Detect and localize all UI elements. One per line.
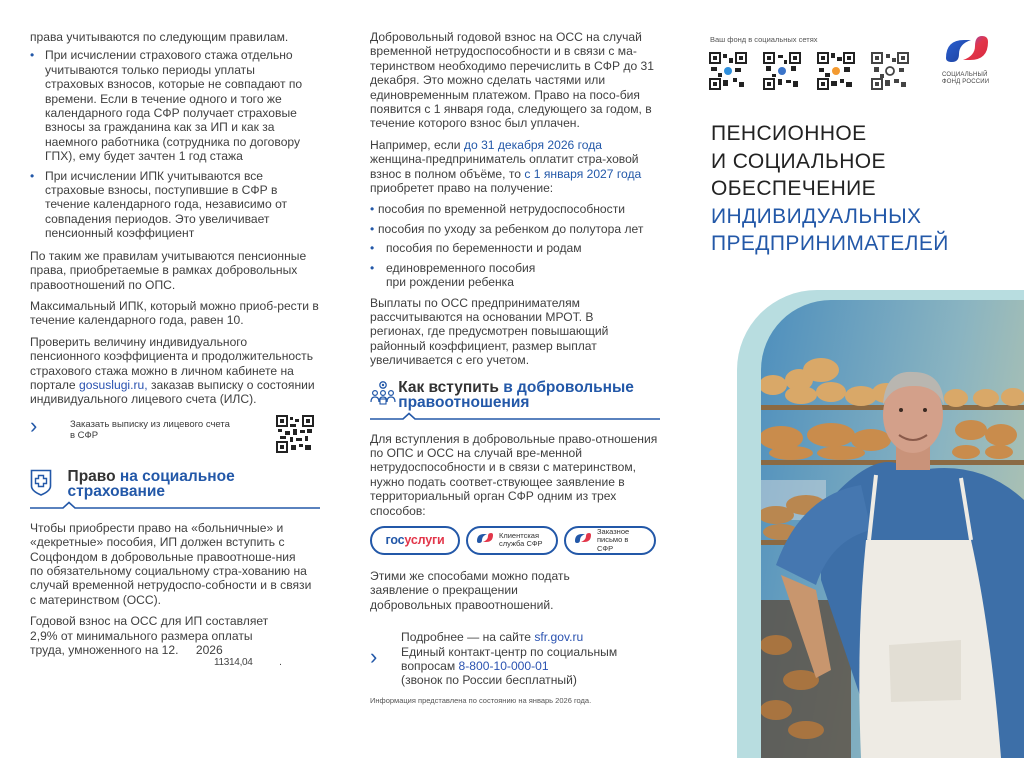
amount-value: 11314,04	[214, 657, 253, 669]
section-header-how-to-join	[370, 380, 660, 420]
application-methods	[370, 526, 660, 555]
social-label: Ваш фонд в социальных сетях	[710, 35, 818, 44]
baker-illustration	[761, 300, 1024, 758]
order-statement-cta[interactable]	[30, 412, 320, 457]
gosuslugi-link[interactable]: gosuslugi.ru,	[79, 377, 148, 392]
baker-photo	[761, 300, 1024, 758]
registered-letter-button[interactable]: Заказное письмо в СФР	[564, 526, 656, 555]
paragraph: Добровольный годовой взнос на ОСС на случай временной нетрудоспособности и в связи с ма-теринством необходимо перечислить в СФР до 31 декабря. Это можно сделать частями или единовременным платежом. Право на посо-бия появится с 1 января года, следующего за годом, в течение которого взнос был уплачен.	[370, 30, 654, 131]
cta-label: Заказать выписку из лицевого счета в СФР	[70, 418, 230, 442]
list-item: • пособия по временной нетрудоспособности	[370, 202, 660, 216]
people-gear-icon	[370, 380, 398, 414]
list-item: • При исчислении страхового стажа отдельно учитываются только периоды уплаты страховых взносов, которые не совпадают по времени. Если в течение одного и того же календарного года СФР получает страховые взносы за гражданина как за ИП и как за наемного работника (сотрудника по договору ГПХ), ему будет зачтен 1 год стажа	[30, 48, 320, 163]
paragraph: Проверить величину индивидуального пенсионного коэффициента и продолжительность страхового стажа можно в личном кабинете на портале gosuslugi.ru, заказав выписку о состоянии индивидуального лицевого счета (ИЛС).	[30, 334, 315, 407]
cover-title: ПЕНСИОННОЕ И СОЦИАЛЬНОЕ ОБЕСПЕЧЕНИЕ ИНДИВИДУАЛЬНЫХ ПРЕДПРИНИМАТЕЛЕЙ	[711, 122, 949, 255]
cover-photo-frame	[737, 290, 1024, 758]
paragraph: Годовой взнос на ОСС для ИП составляет 2,9% от минимального размера оплаты труда, умноженного на 12. 2026	[30, 614, 269, 657]
paragraph: Максимальный ИПК, который можно приоб-рести в течение календарного года, равен 10.	[30, 298, 319, 328]
list-item: • При исчислении ИПК учитываются все страховые взносы, поступившие в СФР в течение календарного года, независимо от совпадения периодов. Это увеличивает пенсионный коэффициент	[30, 169, 320, 241]
max-qr-icon[interactable]	[871, 52, 909, 90]
paragraph: Этими же способами можно подать заявление о прекращении добровольных правоотношений.	[370, 568, 570, 612]
footnote: Информация представлена по состоянию на январь 2026 года.	[370, 695, 592, 705]
amount-line: 11314,04 .	[214, 657, 282, 669]
shield-plus-icon	[30, 469, 68, 503]
telegram-qr-icon[interactable]	[709, 52, 747, 90]
vk-qr-icon[interactable]	[763, 52, 801, 90]
paragraph: Например, если до 31 декабря 2026 года женщина-предприниматель оплатит стра-ховой взнос в полном объёме, то с 1 января 2027 года приобретет право на получение:	[370, 137, 642, 196]
phone-link[interactable]: 8-800-10-000-01	[458, 659, 549, 673]
sfr-logo-icon	[944, 32, 990, 68]
list-item: • единовременного пособия при рождении ребенка	[370, 261, 660, 290]
sfr-site-link[interactable]: sfr.gov.ru	[534, 630, 584, 645]
ok-qr-icon[interactable]	[817, 52, 855, 90]
chevron-right-icon: ›	[30, 412, 38, 438]
client-service-button[interactable]: Клиентская служба СФР	[466, 526, 558, 555]
sfr-logo: СОЦИАЛЬНЫЙ ФОНД РОССИИ	[942, 32, 1002, 86]
intro-text: права учитываются по следующим правилам.	[30, 30, 289, 44]
gosuslugi-button[interactable]: гос услуги	[370, 526, 460, 555]
chevron-right-icon: ›	[370, 644, 378, 670]
section-divider	[30, 501, 320, 509]
list-item: • пособия по беременности и родам	[370, 241, 660, 255]
column-middle	[370, 0, 660, 706]
rules-list	[30, 48, 320, 240]
sfr-logo-icon	[476, 531, 494, 550]
social-qr-row	[709, 52, 909, 90]
column-left	[30, 0, 320, 668]
section-title: Право на социальное страхование	[67, 467, 235, 500]
paragraph: Для вступления в добровольные право-отношения по ОПС и ОСС на случай вре-менной нетрудоспособности и в связи с материнством, нужно подать соответ-ствующее заявление в территориальный орган СФР одним из трех способов:	[370, 431, 658, 518]
benefits-list	[370, 202, 660, 289]
sfr-logo-icon	[574, 531, 592, 550]
contact-info: › Подробнее — на сайте sfr.gov.ru Единый контакт-центр по социальным вопросам 8-800-10-000-01 (звонок по России бесплатный)	[370, 630, 618, 688]
section-divider	[370, 412, 660, 420]
cover-panel	[690, 0, 1024, 758]
year-value: 2026	[195, 643, 223, 657]
paragraph: Чтобы приобрести право на «больничные» и «декретные» пособия, ИП должен вступить с Соцфондом в добровольные правоотноше-ния по обязательному социальному стра-хованию на случай временной нетрудоспо-собности и в связи с материнством (ОСС).	[30, 520, 312, 607]
highlight-date: с 1 января 2027 года	[524, 166, 642, 181]
list-item: • пособия по уходу за ребенком до полутора лет	[370, 222, 660, 236]
section-header-social-insurance	[30, 469, 320, 509]
qr-code-icon[interactable]	[276, 415, 314, 453]
section-title: Как вступить в добровольные правоотношения	[398, 378, 634, 411]
highlight-date: до 31 декабря 2026 года	[463, 137, 603, 152]
paragraph: По таким же правилам учитываются пенсионные права, приобретаемые в рамках добровольных правоотношений по ОПС.	[30, 248, 307, 292]
paragraph: Выплаты по ОСС предпринимателям рассчитываются на основании МРОТ. В регионах, где предусмотрен повышающий районный коэффициент, размер выплат увеличивается с его учетом.	[370, 295, 609, 368]
